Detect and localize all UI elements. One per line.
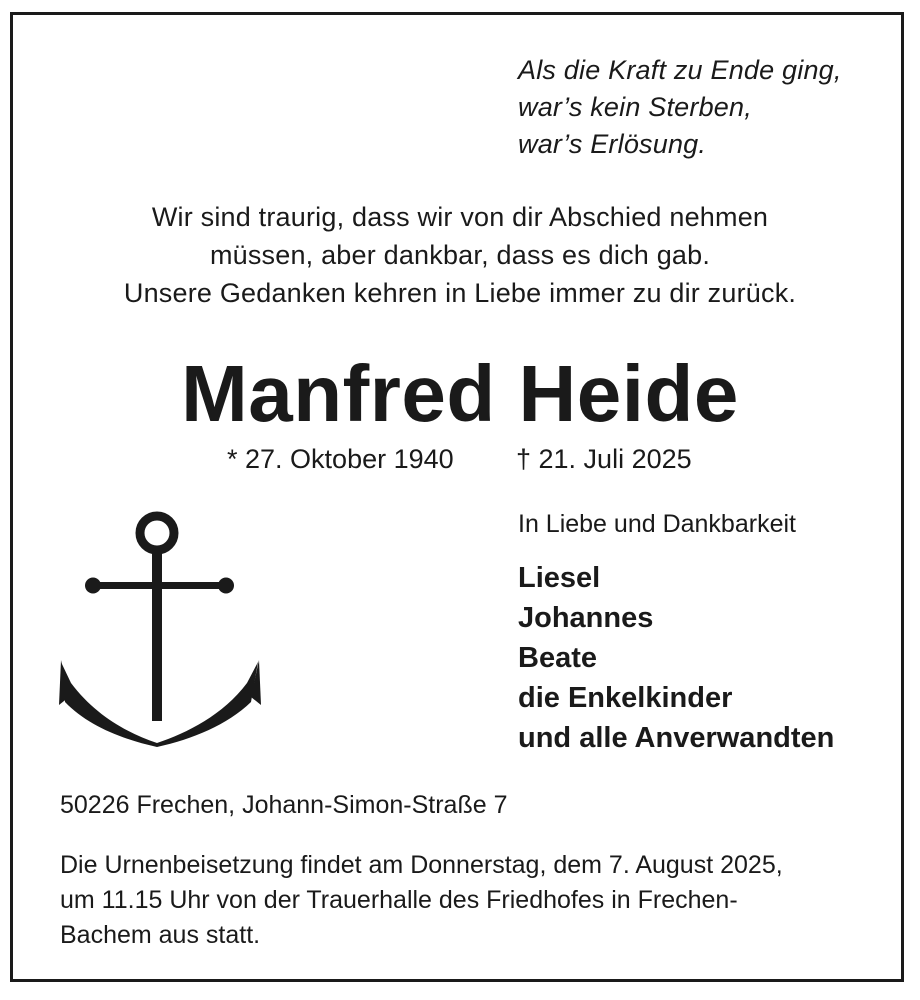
- funeral-line: Bachem aus statt.: [60, 921, 261, 949]
- anchor-icon: [55, 505, 265, 755]
- mourner-name: Johannes: [518, 602, 654, 634]
- intro-line: Wir sind traurig, dass wir von dir Abschied nehmen: [151, 202, 769, 232]
- poem: [518, 52, 842, 163]
- mourner-name: die Enkelkinder: [518, 682, 733, 714]
- deceased-name: Manfred Heide: [181, 349, 739, 438]
- funeral-notice: [60, 848, 783, 953]
- mourner-name: und alle Anverwandten: [518, 722, 835, 754]
- thanks-line: In Liebe und Dankbarkeit: [518, 510, 796, 538]
- poem-line: Als die Kraft zu Ende ging,: [518, 55, 842, 85]
- intro-line: müssen, aber dankbar, dass es dich gab.: [209, 240, 711, 270]
- intro-line: Unsere Gedanken kehren in Liebe immer zu dir zurück.: [123, 278, 797, 308]
- funeral-line: Die Urnenbeisetzung findet am Donnerstag, dem 7. August 2025,: [60, 851, 783, 879]
- address: 50226 Frechen, Johann-Simon-Straße 7: [60, 791, 508, 819]
- mourner-name: Liesel: [518, 562, 601, 594]
- intro-text: [0, 198, 920, 312]
- mourner-name: Beate: [518, 642, 597, 674]
- poem-line: war’s kein Sterben,: [518, 92, 752, 122]
- mourners-list: [518, 558, 834, 758]
- funeral-line: um 11.15 Uhr von der Trauerhalle des Friedhofes in Frechen-: [60, 886, 738, 914]
- death-date: † 21. Juli 2025: [516, 444, 692, 474]
- birth-date: * 27. Oktober 1940: [227, 444, 454, 474]
- poem-line: war’s Erlösung.: [518, 129, 707, 159]
